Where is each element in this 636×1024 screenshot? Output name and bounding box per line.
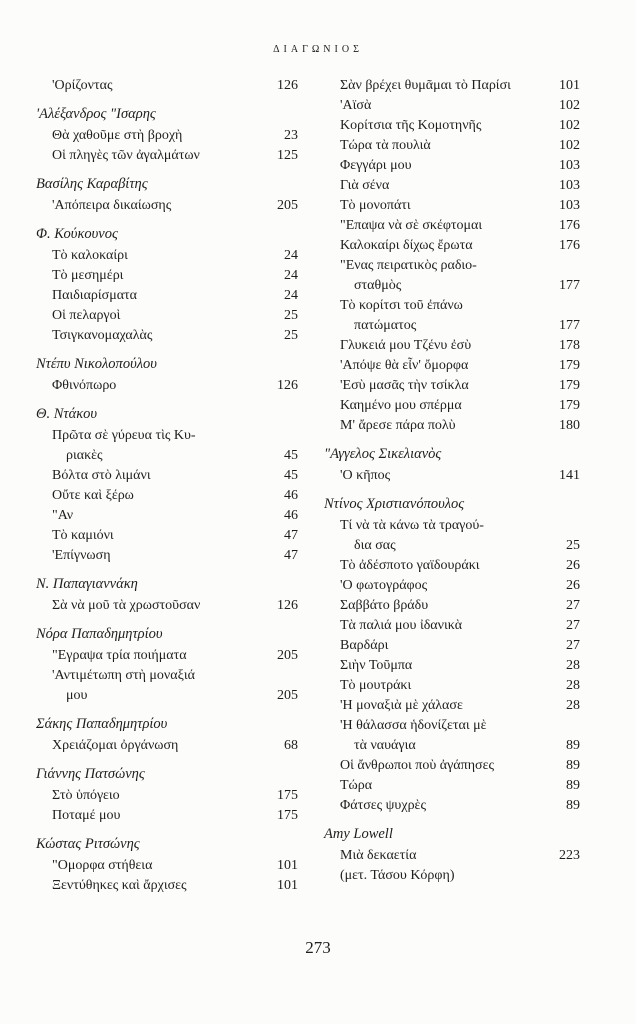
- index-entry: [324, 716, 580, 756]
- entry-title: 'Ορίζοντας: [52, 78, 113, 93]
- index-entry: [324, 376, 580, 396]
- index-entry: [36, 596, 298, 616]
- author-group: [324, 443, 580, 486]
- entry-title: 'Εσὺ μασᾶς τὴν τσίκλα: [340, 378, 469, 393]
- author-name: "Αγγελος Σικελιανὸς: [324, 446, 442, 462]
- entry-page-number: 126: [277, 78, 298, 93]
- index-column-right: [324, 76, 580, 893]
- entry-title: 'Ο φωτογράφος: [340, 578, 428, 593]
- entry-title: δια σας: [354, 538, 396, 553]
- entry-title: Καημένο μου σπέρμα: [340, 398, 462, 413]
- entry-title: Τώρα: [340, 778, 373, 793]
- index-entry: [324, 556, 580, 576]
- author-name: Φ. Κούκουνος: [36, 226, 118, 242]
- index-entry: [36, 736, 298, 756]
- entry-page-number: 205: [277, 688, 298, 703]
- entry-title: Θὰ χαθοῦμε στὴ βροχὴ: [52, 128, 183, 143]
- entry-page-number: 125: [277, 148, 298, 163]
- entry-page-number: 25: [566, 538, 580, 553]
- entry-title: 'Αντιμέτωπη στὴ μοναξιά: [52, 668, 195, 683]
- entry-title: πατώματος: [354, 318, 417, 333]
- entry-title: Τὸ μουτράκι: [340, 678, 412, 693]
- entry-page-number: 24: [284, 248, 298, 263]
- entry-title: Μ' ἄρεσε πάρα πολὺ: [340, 418, 456, 433]
- index-entry: [324, 416, 580, 436]
- author-group: [36, 573, 298, 616]
- author-group: [324, 493, 580, 816]
- entry-title: Κορίτσια τῆς Κομοτηνῆς: [340, 118, 482, 133]
- index-entry: [324, 796, 580, 816]
- entry-title: Ποταμέ μου: [52, 808, 121, 823]
- author-name: Amy Lowell: [324, 826, 393, 842]
- index-entry: [324, 696, 580, 716]
- entry-title: Σαββάτο βράδυ: [340, 598, 429, 613]
- entry-page-number: 205: [277, 198, 298, 213]
- entry-page-number: 101: [277, 878, 298, 893]
- index-entry: [36, 646, 298, 666]
- index-entry: [36, 526, 298, 546]
- author-group: [36, 833, 298, 896]
- index-entry: [324, 296, 580, 336]
- author-group: [36, 76, 298, 96]
- entry-title: Τὸ καμιόνι: [52, 528, 114, 543]
- index-entry: [324, 466, 580, 486]
- index-entry: [324, 846, 580, 866]
- entry-page-number: 26: [566, 578, 580, 593]
- index-entry: [324, 866, 580, 886]
- entry-title: Χρειάζομαι ὀργάνωση: [52, 738, 179, 753]
- entry-title: Σὰν βρέχει θυμᾶμαι τὸ Παρίσι: [340, 78, 511, 93]
- index-entry: [324, 156, 580, 176]
- entry-title: Βόλτα στὸ λιμάνι: [52, 468, 151, 483]
- entry-page-number: 47: [284, 548, 298, 563]
- entry-page-number: 25: [284, 308, 298, 323]
- author-name: Βασίλης Καραβίτης: [36, 176, 148, 192]
- index-entry: [324, 596, 580, 616]
- author-name: Ντέπυ Νικολοπούλου: [36, 356, 157, 372]
- entry-page-number: 141: [559, 468, 580, 483]
- index-entry: [36, 126, 298, 146]
- index-entry: [324, 636, 580, 656]
- entry-page-number: 27: [566, 638, 580, 653]
- index-entry: [36, 266, 298, 286]
- entry-title: Γλυκειά μου Τζένυ ἐσὺ: [340, 338, 472, 353]
- entry-page-number: 223: [559, 848, 580, 863]
- entry-title: Φθινόπωρο: [52, 378, 117, 393]
- index-entry: [36, 426, 298, 466]
- entry-title: Τί νὰ τὰ κάνω τὰ τραγού-: [340, 518, 484, 533]
- entry-page-number: 177: [559, 318, 580, 333]
- author-group: [324, 823, 580, 886]
- entry-page-number: 27: [566, 598, 580, 613]
- index-entry: [36, 486, 298, 506]
- entry-page-number: 102: [559, 98, 580, 113]
- entry-title: 'Απόψε θὰ εἶν' ὄμορφα: [340, 358, 469, 373]
- entry-title: Οἱ ἄνθρωποι ποὺ ἀγάπησες: [340, 758, 494, 773]
- entry-title: "Αν: [52, 508, 74, 523]
- author-group: [36, 713, 298, 756]
- index-entry: [36, 466, 298, 486]
- entry-title: Οὔτε καὶ ξέρω: [52, 488, 134, 503]
- entry-title: "Επαψα νὰ σὲ σκέφτομαι: [340, 218, 483, 233]
- entry-page-number: 46: [284, 508, 298, 523]
- author-name: Γιάννης Πατσώνης: [36, 766, 145, 782]
- index-entry: [324, 516, 580, 556]
- entry-page-number: 101: [277, 858, 298, 873]
- entry-title: Τσιγκανομαχαλὰς: [52, 328, 153, 343]
- entry-title: ριακὲς: [66, 448, 103, 463]
- entry-title: Οἱ πελαργοὶ: [52, 308, 121, 323]
- entry-page-number: 102: [559, 118, 580, 133]
- index-entry: [36, 666, 298, 706]
- entry-title: Τὸ μεσημέρι: [52, 268, 124, 283]
- entry-page-number: 24: [284, 288, 298, 303]
- entry-title: "Ενας πειρατικὸς ραδιο-: [340, 258, 477, 273]
- entry-page-number: 45: [284, 448, 298, 463]
- entry-title: Βαρδάρι: [340, 638, 389, 653]
- entry-title: σταθμὸς: [354, 278, 402, 293]
- index-entry: [324, 756, 580, 776]
- entry-title: Στὸ ὑπόγειο: [52, 788, 120, 803]
- entry-title: Μιὰ δεκαετία: [340, 848, 417, 863]
- entry-page-number: 179: [559, 358, 580, 373]
- index-entry: [324, 96, 580, 116]
- index-entry: [36, 546, 298, 566]
- entry-page-number: 126: [277, 598, 298, 613]
- index-entry: [324, 236, 580, 256]
- entry-page-number: 179: [559, 378, 580, 393]
- author-group: [36, 763, 298, 826]
- author-name: Θ. Ντάκου: [36, 406, 98, 422]
- entry-title: Τὸ ἀδέσποτο γαϊδουράκι: [340, 558, 480, 573]
- index-entry: [324, 216, 580, 236]
- index-entry: [324, 616, 580, 636]
- entry-title: 'Η θάλασσα ἡδονίζεται μὲ: [340, 718, 487, 733]
- entry-page-number: 103: [559, 198, 580, 213]
- entry-page-number: 205: [277, 648, 298, 663]
- entry-title: (μετ. Τάσου Κόρφη): [340, 868, 455, 883]
- entry-title: Φεγγάρι μου: [340, 158, 412, 173]
- index-entry: [324, 356, 580, 376]
- index-column-left: [36, 76, 298, 903]
- entry-title: 'Η μοναξιὰ μὲ χάλασε: [340, 698, 463, 713]
- entry-title: Ξεντύθηκες καὶ ἄρχισες: [52, 878, 187, 893]
- entry-page-number: 25: [284, 328, 298, 343]
- entry-page-number: 103: [559, 178, 580, 193]
- author-group: [36, 623, 298, 706]
- entry-title: Γιὰ σένα: [340, 178, 390, 193]
- entry-title: Πρῶτα σὲ γύρευα τὶς Κυ-: [52, 428, 196, 443]
- author-name: 'Αλέξανδρος "Ισαρης: [36, 106, 156, 122]
- index-entry: [324, 136, 580, 156]
- entry-page-number: 178: [559, 338, 580, 353]
- entry-page-number: 23: [284, 128, 298, 143]
- entry-page-number: 28: [566, 678, 580, 693]
- entry-page-number: 45: [284, 468, 298, 483]
- entry-page-number: 28: [566, 698, 580, 713]
- index-entry: [36, 876, 298, 896]
- author-group: [36, 223, 298, 346]
- entry-title: τὰ ναυάγια: [354, 738, 416, 753]
- entry-title: "Ομορφα στήθεια: [52, 858, 153, 873]
- author-name: Κώστας Ριτσώνης: [36, 836, 140, 852]
- entry-page-number: 46: [284, 488, 298, 503]
- page-number: 273: [305, 938, 331, 957]
- index-entry: [36, 146, 298, 166]
- index-entry: [324, 656, 580, 676]
- index-entry: [36, 286, 298, 306]
- index-entry: [36, 506, 298, 526]
- entry-title: Σὰ νὰ μοῦ τὰ χρωστοῦσαν: [52, 598, 201, 613]
- entry-page-number: 102: [559, 138, 580, 153]
- author-name: Ντίνος Χριστιανόπουλος: [324, 496, 465, 512]
- entry-title: Τώρα τὰ πουλιὰ: [340, 138, 431, 153]
- entry-page-number: 89: [566, 778, 580, 793]
- index-entry: [36, 856, 298, 876]
- entry-title: Παιδιαρίσματα: [52, 288, 138, 303]
- entry-page-number: 26: [566, 558, 580, 573]
- entry-page-number: 68: [284, 738, 298, 753]
- entry-title: "Εγραψα τρία ποιήματα: [52, 648, 187, 663]
- index-entry: [324, 676, 580, 696]
- entry-title: Οἱ πληγὲς τῶν ἀγαλμάτων: [52, 148, 200, 163]
- entry-title: Καλοκαίρι δίχως ἔρωτα: [340, 238, 473, 253]
- entry-page-number: 28: [566, 658, 580, 673]
- index-entry: [324, 176, 580, 196]
- entry-title: Τὸ μονοπάτι: [340, 198, 411, 213]
- index-entry: [324, 256, 580, 296]
- entry-title: Φάτσες ψυχρὲς: [340, 798, 426, 813]
- index-entry: [324, 116, 580, 136]
- entry-title: Τὸ καλοκαίρι: [52, 248, 128, 263]
- index-entry: [36, 786, 298, 806]
- entry-page-number: 89: [566, 758, 580, 773]
- entry-title: 'Ο κῆπος: [340, 468, 391, 483]
- entry-page-number: 103: [559, 158, 580, 173]
- author-group: [36, 353, 298, 396]
- author-group: [324, 76, 580, 436]
- entry-page-number: 89: [566, 798, 580, 813]
- entry-page-number: 175: [277, 808, 298, 823]
- entry-title: Τὰ παλιά μου ἰδανικὰ: [340, 618, 463, 633]
- author-group: [36, 173, 298, 216]
- index-entry: [36, 306, 298, 326]
- author-group: [36, 403, 298, 566]
- entry-page-number: 47: [284, 528, 298, 543]
- entry-title: 'Επίγνωση: [52, 548, 111, 563]
- index-entry: [36, 76, 298, 96]
- entry-title: 'Αϊσὰ: [340, 98, 372, 113]
- entry-page-number: 89: [566, 738, 580, 753]
- entry-title: μου: [66, 688, 88, 703]
- entry-page-number: 27: [566, 618, 580, 633]
- entry-page-number: 176: [559, 238, 580, 253]
- index-entry: [324, 76, 580, 96]
- entry-page-number: 180: [559, 418, 580, 433]
- author-name: Σάκης Παπαδημητρίου: [36, 716, 168, 732]
- running-head: ΔΙΑΓΩΝΙΟΣ: [273, 44, 363, 55]
- entry-page-number: 24: [284, 268, 298, 283]
- index-entry: [36, 806, 298, 826]
- entry-page-number: 101: [559, 78, 580, 93]
- index-entry: [36, 376, 298, 396]
- author-name: Νόρα Παπαδημητρίου: [36, 626, 163, 642]
- entry-page-number: 175: [277, 788, 298, 803]
- entry-title: 'Απόπειρα δικαίωσης: [52, 198, 172, 213]
- author-name: Ν. Παπαγιαννάκη: [36, 576, 138, 592]
- author-group: [36, 103, 298, 166]
- index-entry: [324, 576, 580, 596]
- entry-page-number: 126: [277, 378, 298, 393]
- entry-page-number: 179: [559, 398, 580, 413]
- index-entry: [324, 396, 580, 416]
- entry-title: Τὸ κορίτσι τοῦ ἐπάνω: [340, 298, 463, 313]
- entry-title: Σιὴν Τοῦμπα: [340, 658, 413, 673]
- index-entry: [324, 336, 580, 356]
- index-entry: [36, 246, 298, 266]
- entry-page-number: 177: [559, 278, 580, 293]
- entry-page-number: 176: [559, 218, 580, 233]
- index-entry: [324, 196, 580, 216]
- index-entry: [36, 196, 298, 216]
- index-entry: [324, 776, 580, 796]
- index-entry: [36, 326, 298, 346]
